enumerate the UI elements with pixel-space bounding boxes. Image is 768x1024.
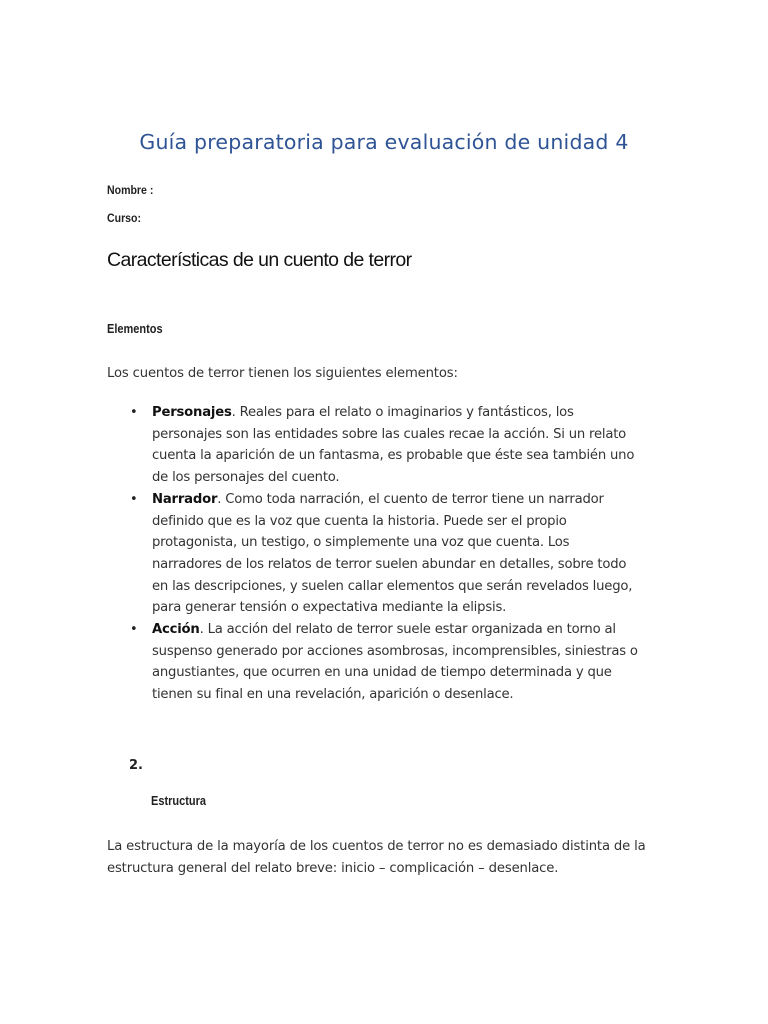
course-field-label: Curso: <box>107 211 142 225</box>
elements-label: Elementos <box>107 322 163 336</box>
structure-label: Estructura <box>151 794 207 808</box>
item-text: . Reales para el relato o imaginarios y fantásticos, los personajes son las entidades sobre las cuales recae la acción. Si un relato cuenta la aparición de un fantasma, es probable que éste sea también uno de los personajes del cuento. <box>152 405 635 486</box>
elements-list <box>130 402 640 706</box>
list-item-accion <box>130 619 640 706</box>
list-item-personajes <box>130 402 640 489</box>
name-field-label: Nombre : <box>107 183 154 197</box>
bullet-icon: • <box>130 622 138 638</box>
item-text: . La acción del relato de terror suele estar organizada en torno al suspenso generado por acciones asombrosas, incomprensibles, siniestras o angustiantes, que ocurren en una unidad de tiempo determinada y que tienen su final en una revelación, aparición o desenlace. <box>152 622 638 703</box>
list-item-narrador <box>130 489 640 619</box>
document-title: Guía preparatoria para evaluación de unidad 4 <box>139 130 629 154</box>
section-heading: Características de un cuento de terror <box>107 249 412 271</box>
elements-intro: Los cuentos de terror tienen los siguientes elementos: <box>107 366 458 381</box>
item-term: Personajes <box>152 405 232 420</box>
bullet-icon: • <box>130 405 138 420</box>
structure-text: La estructura de la mayoría de los cuentos de terror no es demasiado distinta de la estructura general del relato breve: inicio – complicación – desenlace. <box>107 839 646 876</box>
section-number: 2. <box>129 758 143 773</box>
item-term: Acción <box>152 622 200 638</box>
item-text: . Como toda narración, el cuento de terror tiene un narrador definido que es la voz que cuenta la historia. Puede ser el propio protagonista, un testigo, o simplemente una voz que cuenta. Los narradores de los relatos de terror suelen abundar en detalles, sobre todo en las descripciones, y suelen callar elementos que serán revelados luego, para generar tensión o expectativa mediante la elipsis. <box>152 491 633 616</box>
bullet-icon: • <box>130 491 138 507</box>
item-term: Narrador <box>152 491 218 507</box>
